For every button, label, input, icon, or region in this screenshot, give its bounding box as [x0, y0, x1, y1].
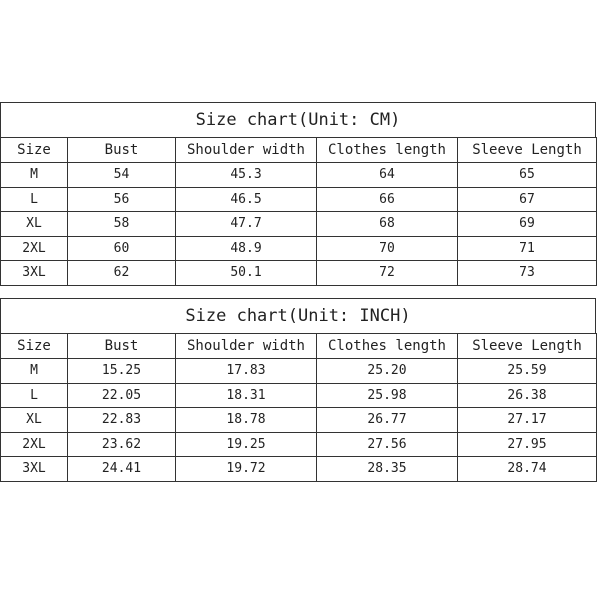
table-row: [1, 383, 597, 408]
table-row: [1, 187, 597, 212]
cell-bust: 23.62: [68, 432, 176, 457]
table-header-row: [1, 334, 597, 359]
cell-sleeve-length: 71: [458, 236, 597, 261]
size-chart-inch-title: Size chart(Unit: INCH): [0, 298, 596, 333]
cell-size: 2XL: [1, 432, 68, 457]
cell-shoulder-width: 50.1: [176, 261, 317, 286]
cell-bust: 60: [68, 236, 176, 261]
cell-bust: 54: [68, 163, 176, 188]
header-sleeve-length: Sleeve Length: [458, 334, 597, 359]
cell-clothes-length: 25.98: [317, 383, 458, 408]
cell-size: XL: [1, 212, 68, 237]
table-row: [1, 261, 597, 286]
cell-clothes-length: 64: [317, 163, 458, 188]
cell-clothes-length: 27.56: [317, 432, 458, 457]
cell-sleeve-length: 28.74: [458, 457, 597, 482]
header-shoulder-width: Shoulder width: [176, 334, 317, 359]
cell-bust: 22.05: [68, 383, 176, 408]
cell-sleeve-length: 27.95: [458, 432, 597, 457]
header-size: Size: [1, 334, 68, 359]
cell-size: 2XL: [1, 236, 68, 261]
cell-bust: 56: [68, 187, 176, 212]
cell-sleeve-length: 73: [458, 261, 597, 286]
cell-sleeve-length: 69: [458, 212, 597, 237]
cell-sleeve-length: 25.59: [458, 359, 597, 384]
cell-clothes-length: 25.20: [317, 359, 458, 384]
table-row: [1, 408, 597, 433]
cell-size: M: [1, 359, 68, 384]
table-row: [1, 359, 597, 384]
cell-shoulder-width: 17.83: [176, 359, 317, 384]
cell-clothes-length: 72: [317, 261, 458, 286]
cell-bust: 24.41: [68, 457, 176, 482]
table-row: [1, 432, 597, 457]
cell-bust: 62: [68, 261, 176, 286]
size-chart-cm: [0, 102, 596, 286]
cell-sleeve-length: 65: [458, 163, 597, 188]
cell-size: XL: [1, 408, 68, 433]
header-shoulder-width: Shoulder width: [176, 138, 317, 163]
table-row: [1, 212, 597, 237]
cell-clothes-length: 70: [317, 236, 458, 261]
header-bust: Bust: [68, 138, 176, 163]
table-row: [1, 163, 597, 188]
cell-sleeve-length: 26.38: [458, 383, 597, 408]
table-row: [1, 457, 597, 482]
cell-size: L: [1, 187, 68, 212]
cell-sleeve-length: 27.17: [458, 408, 597, 433]
cell-clothes-length: 66: [317, 187, 458, 212]
cell-shoulder-width: 47.7: [176, 212, 317, 237]
cell-shoulder-width: 19.72: [176, 457, 317, 482]
header-clothes-length: Clothes length: [317, 334, 458, 359]
cell-size: M: [1, 163, 68, 188]
size-table-cm: [0, 137, 597, 286]
size-table-inch: [0, 333, 597, 482]
size-chart-inch: [0, 298, 596, 482]
cell-size: 3XL: [1, 261, 68, 286]
cell-size: L: [1, 383, 68, 408]
table-header-row: [1, 138, 597, 163]
cell-clothes-length: 26.77: [317, 408, 458, 433]
cell-sleeve-length: 67: [458, 187, 597, 212]
cell-bust: 15.25: [68, 359, 176, 384]
cell-size: 3XL: [1, 457, 68, 482]
header-size: Size: [1, 138, 68, 163]
size-chart-cm-title: Size chart(Unit: CM): [0, 102, 596, 137]
cell-clothes-length: 68: [317, 212, 458, 237]
header-bust: Bust: [68, 334, 176, 359]
header-clothes-length: Clothes length: [317, 138, 458, 163]
cell-shoulder-width: 19.25: [176, 432, 317, 457]
cell-clothes-length: 28.35: [317, 457, 458, 482]
cell-shoulder-width: 18.78: [176, 408, 317, 433]
cell-shoulder-width: 18.31: [176, 383, 317, 408]
cell-shoulder-width: 48.9: [176, 236, 317, 261]
table-row: [1, 236, 597, 261]
cell-shoulder-width: 45.3: [176, 163, 317, 188]
header-sleeve-length: Sleeve Length: [458, 138, 597, 163]
cell-shoulder-width: 46.5: [176, 187, 317, 212]
cell-bust: 58: [68, 212, 176, 237]
cell-bust: 22.83: [68, 408, 176, 433]
